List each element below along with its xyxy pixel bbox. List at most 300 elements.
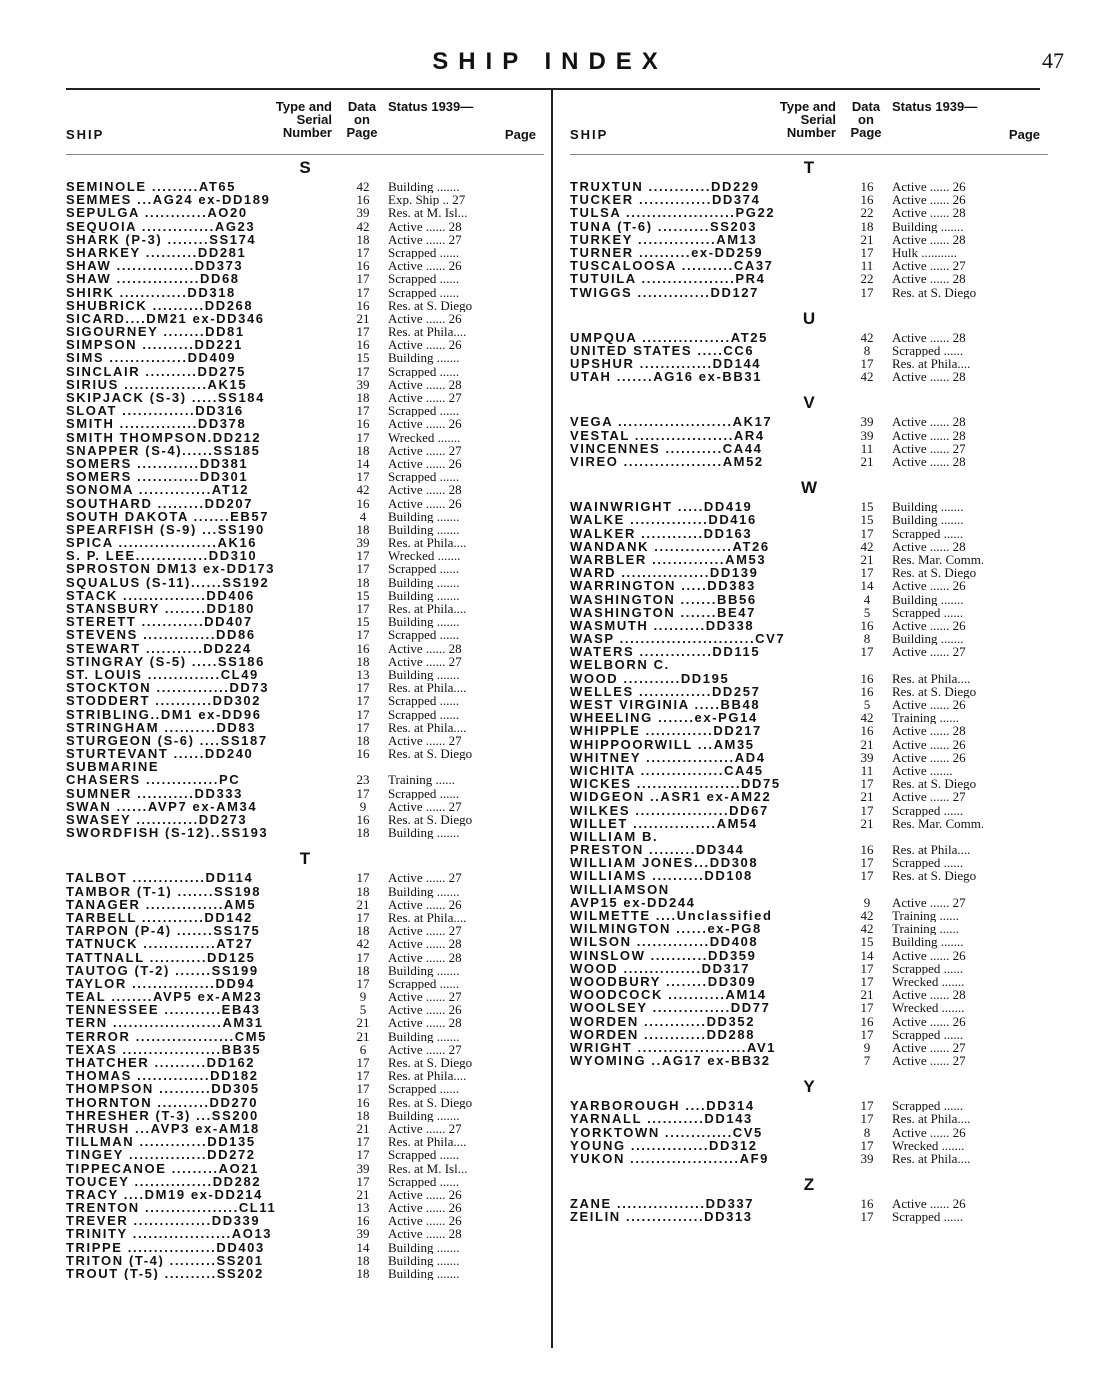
data-page: 21	[860, 231, 874, 247]
status: Scrapped ......	[388, 364, 460, 378]
index-row	[66, 549, 544, 562]
status: Building .......	[388, 615, 460, 629]
ship-name: SHIRK .............DD318	[66, 285, 236, 299]
ship-name: WELBORN C.	[570, 658, 670, 672]
index-row	[570, 790, 1048, 803]
data-page: 16	[860, 1013, 874, 1029]
section-spacer	[570, 1165, 1048, 1173]
index-row	[570, 455, 1048, 468]
status: Res. at S. Diego	[892, 777, 977, 791]
status: Active ...... 27	[892, 895, 966, 910]
index-row	[570, 764, 1048, 777]
status: Scrapped ......	[388, 707, 460, 721]
ship-name: SOMERS ............DD301	[66, 470, 249, 484]
ship-name: WEST VIRGINIA .....BB48	[570, 698, 761, 712]
index-row	[66, 1135, 544, 1148]
data-page: 17	[860, 776, 874, 792]
status: Exp. Ship .. 27	[388, 193, 466, 207]
ship-name: SUMNER ...........DD333	[66, 786, 243, 800]
index-row	[570, 804, 1048, 817]
status: Scrapped ......	[388, 1082, 460, 1096]
data-page: 9	[863, 1039, 871, 1055]
status: Active ...... 27	[388, 654, 462, 668]
status: Scrapped ......	[388, 245, 460, 260]
index-row	[570, 658, 1048, 671]
status: Res. at S. Diego	[388, 1095, 473, 1109]
index-row	[66, 787, 544, 800]
index-row	[570, 206, 1048, 219]
data-page: 16	[860, 842, 874, 858]
index-row	[570, 500, 1048, 513]
index-row	[570, 935, 1048, 948]
status: Res. at Phila....	[388, 681, 467, 695]
ship-name: SHAW ................DD68	[66, 272, 240, 286]
index-row	[570, 272, 1048, 285]
index-row	[66, 220, 544, 233]
index-row	[66, 391, 544, 404]
ship-name: TINGEY ...............DD272	[66, 1148, 256, 1162]
ship-name: ZEILIN ...............DD313	[570, 1210, 753, 1224]
status: Res. at Phila....	[892, 1152, 971, 1166]
status: Res. at Phila....	[388, 325, 467, 339]
status: Wrecked .......	[892, 974, 965, 989]
ship-name: WILLIAM B.	[570, 829, 659, 844]
status: Scrapped ......	[892, 605, 964, 619]
status: Building .......	[388, 588, 460, 603]
ship-name: THRUSH ...AVP3 ex-AM18	[66, 1121, 260, 1136]
index-row	[66, 655, 544, 668]
ship-name: WILLET ................AM54	[570, 816, 758, 830]
data-page: 17	[860, 644, 874, 660]
ship-name: SOUTH DAKOTA .......EB57	[66, 509, 270, 523]
index-row	[66, 1254, 544, 1267]
ship-name: SHARK (P-3) ........SS174	[66, 232, 257, 246]
ship-name: WILSON ..............DD408	[570, 935, 759, 949]
status: Active ...... 28	[388, 641, 462, 655]
status: Res. at S. Diego	[388, 813, 473, 827]
section-letter: S	[299, 158, 311, 177]
section-letter: V	[803, 393, 815, 413]
data-page: 23	[356, 772, 370, 788]
index-row	[66, 911, 544, 924]
status: Building .......	[388, 1253, 460, 1268]
index-row	[570, 869, 1048, 882]
data-page: 17	[356, 1173, 370, 1189]
data-page: 17	[356, 719, 370, 735]
status: Building .......	[892, 632, 964, 646]
status: Res. at S. Diego	[892, 285, 977, 299]
data-page: 18	[356, 1252, 370, 1268]
index-row	[66, 708, 544, 721]
data-page: 17	[356, 271, 370, 287]
status: Scrapped ......	[892, 856, 964, 870]
data-page: 17	[356, 403, 370, 419]
data-page: 18	[356, 923, 370, 939]
ship-name: WASP ..........................CV7	[570, 632, 786, 646]
index-row	[570, 1126, 1048, 1139]
status: Hulk ...........	[892, 245, 957, 260]
index-row	[66, 615, 544, 628]
col-head-ship: SHIP	[570, 127, 609, 142]
status: Active ...... 26	[388, 496, 462, 510]
ship-name: TARPON (P-4) .......SS175	[66, 924, 261, 938]
data-page: 17	[860, 1111, 874, 1127]
status: Training ......	[892, 909, 960, 923]
ship-name: STERETT ............DD407	[66, 615, 253, 629]
ship-name: TURKEY ...............AM13	[570, 232, 758, 246]
ship-name: WOODBURY ........DD309	[570, 974, 757, 989]
data-page: 18	[356, 825, 370, 841]
ship-name: WANDANK ...............AT26	[570, 539, 770, 553]
index-row	[570, 909, 1048, 922]
status: Active ...... 26	[892, 579, 966, 593]
data-page: 17	[860, 356, 874, 372]
status: Building .......	[388, 884, 460, 898]
ship-name: UTAH .......AG16 ex-BB31	[570, 370, 763, 384]
data-page: 17	[860, 1098, 874, 1114]
ship-name: SIMS ...............DD409	[66, 351, 237, 365]
col-head-status: Status 1939—	[388, 99, 474, 114]
data-page: 17	[860, 565, 874, 581]
status: Active ...... 28	[892, 428, 966, 442]
data-page: 17	[356, 785, 370, 801]
ship-name: STANSBURY ........DD180	[66, 602, 255, 616]
data-page: 39	[860, 1151, 874, 1166]
ship-name: WICKES ....................DD75	[570, 777, 781, 791]
data-page: 39	[356, 535, 370, 551]
status: Active ...... 28	[388, 950, 462, 964]
status: Wrecked .......	[388, 549, 461, 563]
section-letter: U	[802, 308, 816, 328]
index-row	[570, 843, 1048, 856]
left-column	[66, 98, 544, 1280]
index-row	[66, 681, 544, 694]
index-row	[570, 883, 1048, 896]
status: Active ...... 26	[892, 750, 966, 764]
status: Active ...... 27	[388, 733, 462, 748]
index-row	[66, 259, 544, 272]
index-row	[66, 734, 544, 747]
data-page: 22	[860, 271, 874, 287]
page-title: SHIP INDEX	[432, 48, 668, 75]
index-row	[570, 619, 1048, 632]
ship-name: WOODCOCK ...........AM14	[570, 988, 767, 1002]
ship-name: WASHINGTON .......BE47	[570, 605, 756, 619]
data-page: 13	[356, 666, 370, 682]
index-row	[66, 1096, 544, 1109]
status: Building .......	[388, 963, 460, 977]
ship-name: WARD .................DD139	[570, 566, 759, 580]
section-letter: W	[800, 478, 818, 498]
data-page: 11	[860, 258, 874, 274]
data-page: 42	[356, 179, 370, 194]
data-page: 4	[359, 508, 367, 524]
status: Active ...... 28	[892, 988, 966, 1002]
ship-name: WATERS ..............DD115	[570, 645, 761, 659]
section-spacer	[570, 468, 1048, 476]
index-row	[570, 540, 1048, 553]
status: Active ...... 26	[892, 193, 966, 207]
ship-name: TAUTOG (T-2) .......SS199	[66, 963, 259, 977]
ship-name: WHITNEY .................AD4	[570, 750, 766, 764]
status: Active ...... 28	[892, 724, 966, 738]
ship-name: WASMUTH ..........DD338	[570, 618, 755, 633]
column-divider	[551, 88, 553, 1348]
status: Scrapped ......	[388, 786, 460, 800]
status: Active ...... 26	[388, 897, 462, 911]
data-page: 17	[356, 680, 370, 696]
ship-name: TATNUCK ..............AT27	[66, 937, 254, 951]
data-page: 4	[863, 591, 871, 607]
ship-name: SHARKEY ..........DD281	[66, 245, 247, 260]
status: Active ...... 27	[892, 1040, 966, 1055]
ship-name: SEMINOLE .........AT65	[66, 180, 237, 194]
status: Active ...... 26	[388, 311, 462, 326]
ship-name: WOOD ...........DD195	[570, 671, 730, 685]
index-row	[570, 246, 1048, 259]
data-page: 17	[356, 949, 370, 965]
index-row	[66, 1175, 544, 1188]
index-row	[570, 738, 1048, 751]
status: Scrapped ......	[388, 1174, 460, 1188]
ship-name: TRACY ....DM19 ex-DD214	[66, 1187, 263, 1202]
data-page: 42	[860, 710, 874, 726]
index-row	[570, 513, 1048, 526]
data-page: 16	[860, 683, 874, 699]
index-row	[570, 1001, 1048, 1014]
ship-name: THATCHER ..........DD162	[66, 1056, 256, 1070]
ship-name: UPSHUR ..............DD144	[570, 357, 762, 371]
ship-name: CHASERS ..............PC	[66, 773, 241, 787]
ship-name: YUKON .....................AF9	[570, 1152, 769, 1166]
index-row	[66, 589, 544, 602]
data-page: 17	[356, 1081, 370, 1097]
status: Building .......	[388, 667, 460, 682]
data-page: 39	[356, 1226, 370, 1242]
index-row	[66, 457, 544, 470]
index-row	[66, 378, 544, 391]
status: Building .......	[388, 351, 460, 365]
status: Training ......	[892, 711, 960, 725]
ship-name: WOOD ...............DD317	[570, 961, 751, 975]
data-page: 16	[356, 258, 370, 274]
ship-name: UMPQUA .................AT25	[570, 330, 768, 344]
status: Building .......	[892, 935, 964, 949]
ship-name: WALKE ...............DD416	[570, 513, 757, 527]
status: Building .......	[388, 1108, 460, 1122]
index-row	[66, 1201, 544, 1214]
ship-name: SEMMES ...AG24 ex-DD189	[66, 193, 271, 207]
data-page: 16	[356, 192, 370, 208]
ship-name: WORDEN ............DD352	[570, 1014, 756, 1028]
ship-name: SIRIUS ................AK15	[66, 377, 248, 392]
ship-name: SWORDFISH (S-12)..SS193	[66, 826, 269, 840]
ship-name: TULSA .....................PG22	[570, 206, 776, 220]
index-row	[570, 593, 1048, 606]
data-page: 5	[863, 604, 871, 620]
status: Active ...... 28	[892, 232, 966, 246]
ship-name: S. P. LEE..............DD310	[66, 549, 258, 563]
index-row	[570, 1152, 1048, 1165]
ship-name: WYOMING ..AG17 ex-BB32	[570, 1054, 771, 1068]
data-page: 17	[356, 244, 370, 260]
status: Scrapped ......	[388, 562, 460, 576]
section-spacer	[66, 839, 544, 847]
index-list	[570, 148, 1048, 1224]
index-row	[66, 404, 544, 417]
status: Active ...... 26	[388, 338, 462, 352]
data-page: 18	[356, 653, 370, 669]
status: Building .......	[388, 180, 460, 194]
index-row	[66, 602, 544, 615]
index-row	[570, 777, 1048, 790]
data-page: 21	[356, 1120, 370, 1136]
status: Active ...... 27	[388, 799, 462, 814]
index-row	[570, 193, 1048, 206]
data-page: 39	[356, 376, 370, 392]
ship-name: WHIPPLE .............DD217	[570, 724, 762, 738]
data-page: 21	[860, 454, 874, 469]
status: Active ...... 26	[892, 618, 966, 633]
ship-name: WASHINGTON .......BB56	[570, 592, 757, 606]
ship-name: SWASEY ............DD273	[66, 813, 248, 827]
index-row	[570, 442, 1048, 455]
data-page: 17	[860, 802, 874, 818]
status: Active ...... 27	[388, 1121, 462, 1136]
index-row	[570, 922, 1048, 935]
ship-name: STOCKTON ..............DD73	[66, 681, 270, 695]
data-page: 11	[860, 440, 874, 456]
status: Res. Mar. Comm.	[892, 552, 985, 567]
ship-name: SQUALUS (S-11)......SS192	[66, 575, 270, 589]
data-page: 17	[356, 706, 370, 722]
data-page: 17	[356, 429, 370, 445]
ship-name: SUBMARINE	[66, 760, 160, 774]
data-page: 18	[356, 732, 370, 748]
index-row	[66, 523, 544, 536]
status: Active ...... 28	[388, 937, 462, 951]
status: Active .......	[892, 763, 953, 778]
data-page: 17	[356, 870, 370, 886]
ship-name: WILLIAM JONES...DD308	[570, 856, 759, 870]
data-page: 21	[356, 1028, 370, 1044]
index-row	[570, 1054, 1048, 1067]
data-page: 17	[356, 601, 370, 616]
status: Wrecked .......	[892, 1138, 965, 1153]
ship-name: SMITH THOMPSON.DD212	[66, 430, 262, 444]
index-row	[570, 370, 1048, 383]
status: Active ...... 27	[388, 1042, 462, 1057]
col-head-status: Status 1939—	[892, 99, 978, 114]
data-page: 17	[860, 960, 874, 976]
ship-name: TWIGGS ..............DD127	[570, 285, 759, 299]
data-page: 15	[356, 587, 370, 603]
data-page: 17	[356, 548, 370, 564]
ship-name: STINGRAY (S-5) .....SS186	[66, 654, 265, 668]
col-head-ship: SHIP	[66, 127, 105, 142]
data-page: 17	[860, 244, 874, 260]
ship-name: SONOMA ..............AT12	[66, 483, 250, 497]
index-row	[570, 698, 1048, 711]
status: Active ...... 28	[892, 455, 966, 469]
data-page: 18	[356, 574, 370, 590]
index-row	[66, 1056, 544, 1069]
ship-name: PRESTON .........DD344	[570, 843, 745, 857]
data-page: 42	[356, 218, 370, 234]
ship-name: TALBOT ..............DD114	[66, 871, 254, 885]
index-row	[66, 470, 544, 483]
ship-name: THORNTON ..........DD270	[66, 1095, 259, 1109]
index-row	[570, 233, 1048, 246]
data-page: 15	[860, 934, 874, 950]
col-head-page: Page	[1008, 127, 1040, 142]
status: Active ...... 26	[388, 1003, 462, 1017]
status: Scrapped ......	[388, 628, 460, 642]
data-page: 42	[860, 908, 874, 923]
status: Active ...... 28	[388, 377, 462, 392]
data-page: 39	[860, 749, 874, 765]
data-page: 21	[860, 736, 874, 752]
data-page: 16	[356, 337, 370, 353]
ship-name: ST. LOUIS ..............CL49	[66, 667, 259, 682]
ship-name: SMITH ...............DD378	[66, 417, 247, 431]
data-page: 15	[860, 499, 874, 515]
status: Scrapped ......	[892, 961, 964, 975]
status: Active ...... 27	[892, 645, 966, 659]
ship-name: SHAW ...............DD373	[66, 259, 244, 273]
index-row	[66, 964, 544, 977]
status: Active ...... 28	[892, 539, 966, 553]
status: Active ...... 28	[892, 330, 966, 344]
data-page: 16	[356, 1213, 370, 1229]
ship-name: THOMAS ..............DD182	[66, 1069, 259, 1083]
status: Active ...... 28	[892, 415, 966, 429]
status: Building .......	[892, 592, 964, 606]
ship-name: VINCENNES ...........CA44	[570, 441, 763, 456]
ship-name: SIGOURNEY ........DD81	[66, 325, 245, 339]
index-row	[66, 1162, 544, 1175]
data-page: 42	[860, 329, 874, 345]
index-row	[66, 417, 544, 430]
ship-name: SNAPPER (S-4)......SS185	[66, 443, 261, 457]
status: Active ...... 28	[892, 272, 966, 286]
index-row	[66, 299, 544, 312]
index-row	[66, 497, 544, 510]
status: Active ...... 27	[388, 924, 462, 938]
status: Wrecked .......	[892, 1001, 965, 1015]
status: Active ...... 26	[892, 1197, 966, 1211]
index-row	[570, 751, 1048, 764]
status: Active ...... 28	[892, 206, 966, 220]
status: Scrapped ......	[892, 526, 964, 540]
section-letter: Y	[803, 1077, 815, 1097]
data-page: 14	[356, 1239, 370, 1255]
data-page: 6	[359, 1041, 367, 1057]
data-page: 18	[356, 1107, 370, 1123]
ship-name: WORDEN ............DD288	[570, 1027, 756, 1041]
status: Active ...... 27	[388, 871, 462, 885]
data-page: 39	[356, 1160, 370, 1176]
status: Active ...... 27	[892, 441, 966, 456]
ship-name: TANAGER ...............AM5	[66, 897, 257, 911]
data-page: 18	[356, 962, 370, 978]
status: Active ...... 28	[892, 370, 966, 384]
index-row	[570, 817, 1048, 830]
index-row	[66, 1016, 544, 1029]
index-row	[570, 1139, 1048, 1152]
index-row	[66, 233, 544, 246]
header-rule	[66, 88, 1040, 90]
